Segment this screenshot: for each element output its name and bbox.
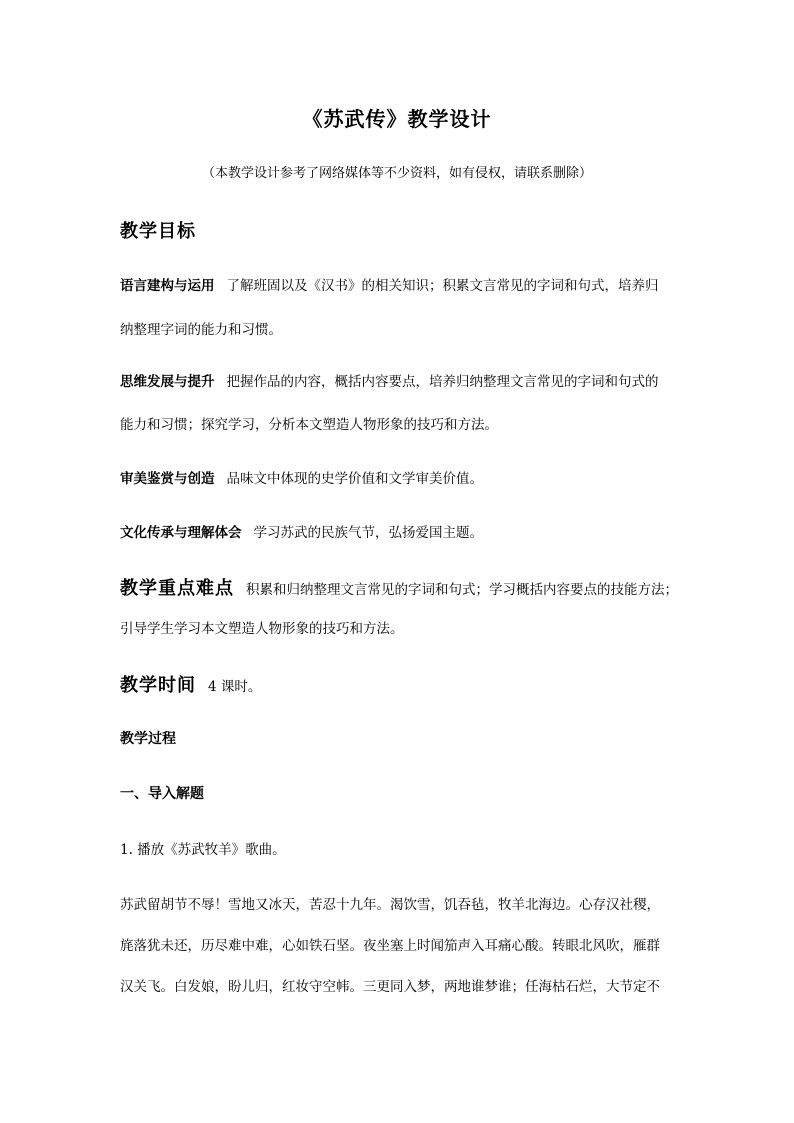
lyrics-line-1: 苏武留胡节不辱！雪地又冰天，苦忍十九年。渴饮雪，饥吞毡，牧羊北海边。心存汉社稷， xyxy=(120,897,660,913)
lyrics-line-3: 汉关飞。白发娘，盼儿归，红妆守空帏。三更同入梦，两地谁梦谁；任海枯石烂，大节定不 xyxy=(120,979,660,995)
teaching-time xyxy=(120,671,680,697)
objective-label: 语言建构与运用 xyxy=(120,278,215,294)
process-heading: 教学过程 xyxy=(120,731,176,747)
keypoints-line-1 xyxy=(120,574,680,600)
teaching-time-label: 教学时间 xyxy=(120,675,196,696)
document-title: 《苏武传》教学设计 xyxy=(302,107,492,131)
objective-text: 把握作品的内容，概括内容要点，培养归纳整理文言常见的字词和句式的 xyxy=(226,374,659,390)
teaching-time-value: 4 课时。 xyxy=(208,679,262,695)
section-1-heading: 一、导入解题 xyxy=(120,786,204,802)
copyright-note: （本教学设计参考了网络媒体等不少资料，如有侵权，请联系删除） xyxy=(201,166,592,181)
objective-aesthetic-line-1 xyxy=(120,467,680,487)
objective-thinking-line-1 xyxy=(120,370,680,390)
keypoints-line-2: 引导学生学习本文塑造人物形象的技巧和方法。 xyxy=(120,621,404,637)
objective-language-line-2: 纳整理字词的能力和习惯。 xyxy=(120,322,282,338)
keypoints-label: 教学重点难点 xyxy=(120,578,234,599)
objective-thinking-line-2: 能力和习惯；探究学习，分析本文塑造人物形象的技巧和方法。 xyxy=(120,417,498,433)
objective-culture-line-1 xyxy=(120,521,680,541)
objective-text: 品味文中体现的史学价值和文学审美价值。 xyxy=(226,471,483,487)
objective-label: 文化传承与理解体会 xyxy=(120,525,242,541)
keypoints-text: 积累和归纳整理文言常见的字词和句式；学习概括内容要点的技能方法； xyxy=(246,582,678,598)
objectives-heading: 教学目标 xyxy=(120,221,196,242)
step-1: 1. 播放《苏武牧羊》歌曲。 xyxy=(120,842,286,858)
objective-label: 思维发展与提升 xyxy=(120,374,215,390)
lyrics-line-2: 旄落犹未还，历尽难中难，心如铁石坚。夜坐塞上时闻笳声入耳痛心酸。转眼北风吹，雁群 xyxy=(120,938,660,954)
objective-label: 审美鉴赏与创造 xyxy=(120,471,215,487)
objective-language-line-1 xyxy=(120,274,680,294)
objective-text: 学习苏武的民族气节，弘扬爱国主题。 xyxy=(253,525,483,541)
objective-text: 了解班固以及《汉书》的相关知识；积累文言常见的字词和句式，培养归 xyxy=(226,278,659,294)
